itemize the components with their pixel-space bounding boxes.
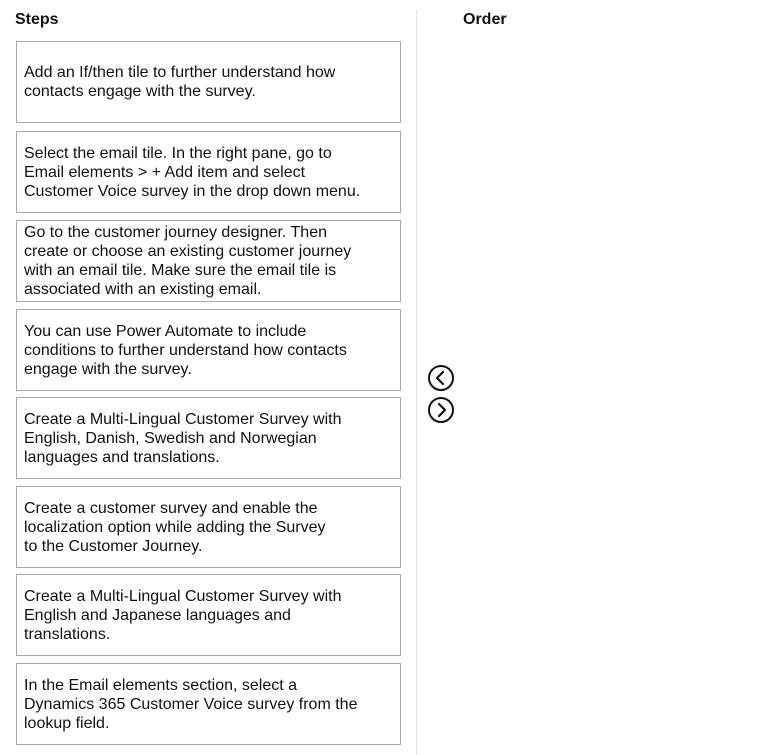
step-label: In the Email elements section, select a Dynamics 365 Customer Voice survey from the lookup field. [24,676,358,732]
step-tile-7[interactable] [16,574,401,656]
step-label: Create a customer survey and enable the localization option while adding the Survey to the Customer Journey. [24,499,326,555]
step-label: Select the email tile. In the right pane, go to Email elements > + Add item and select Customer Voice survey in the drop down menu. [24,144,361,200]
order-heading: Order [463,11,507,28]
order-drop-area[interactable] [463,41,753,746]
step-tile-6[interactable] [16,486,401,568]
step-tile-5[interactable] [16,397,401,479]
step-tile-1[interactable] [16,41,401,123]
step-tile-3[interactable] [16,220,401,302]
move-right-button[interactable] [428,397,454,423]
step-label: You can use Power Automate to include conditions to further understand how contacts engage with the survey. [24,322,347,378]
chevron-left-circle-icon [433,370,449,386]
step-label: Create a Multi-Lingual Customer Survey with English, Danish, Swedish and Norwegian languages and translations. [24,410,342,466]
step-label: Add an If/then tile to further understand how contacts engage with the survey. [24,64,336,100]
step-label: Go to the customer journey designer. Then create or choose an existing customer journey with an email tile. Make sure the email tile is associated with an existing email. [24,224,352,298]
step-tile-4[interactable] [16,309,401,391]
step-label: Create a Multi-Lingual Customer Survey with English and Japanese languages and translations. [24,587,342,643]
step-tile-2[interactable] [16,131,401,213]
steps-heading: Steps [15,11,59,28]
step-tile-8[interactable] [16,663,401,745]
move-left-button[interactable] [428,365,454,391]
column-divider [416,10,417,755]
chevron-right-circle-icon [433,402,449,418]
